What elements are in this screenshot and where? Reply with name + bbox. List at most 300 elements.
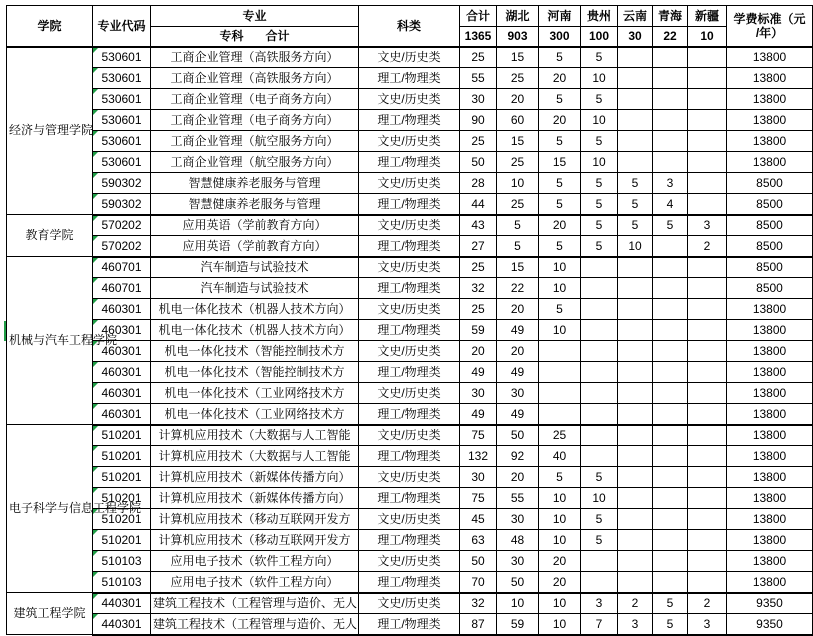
major-code-cell[interactable]: 460301 bbox=[93, 362, 151, 383]
quota-total-cell[interactable]: 30 bbox=[460, 89, 497, 110]
subject-type-cell[interactable]: 理工/物理类 bbox=[359, 194, 460, 215]
quota-henan-cell[interactable]: 10 bbox=[539, 530, 581, 551]
header-tuition[interactable] bbox=[727, 6, 813, 47]
major-code-cell[interactable]: 460301 bbox=[93, 341, 151, 362]
subject-type-cell[interactable]: 文史/历史类 bbox=[359, 425, 460, 446]
quota-guizhou-cell[interactable] bbox=[581, 446, 618, 467]
quota-total-cell[interactable]: 30 bbox=[460, 467, 497, 488]
quota-guizhou-cell[interactable]: 5 bbox=[581, 89, 618, 110]
quota-hubei-cell[interactable]: 60 bbox=[497, 110, 539, 131]
quota-qinghai-cell[interactable] bbox=[653, 572, 688, 593]
quota-total-cell[interactable]: 87 bbox=[460, 614, 497, 635]
tuition-cell[interactable]: 8500 bbox=[727, 194, 813, 215]
header-major-code[interactable]: 专业代码 bbox=[93, 6, 151, 47]
quota-qinghai-cell[interactable] bbox=[653, 131, 688, 152]
quota-yunnan-cell[interactable] bbox=[618, 257, 653, 278]
tuition-cell[interactable]: 13800 bbox=[727, 110, 813, 131]
subject-type-cell[interactable]: 理工/物理类 bbox=[359, 278, 460, 299]
subject-type-cell[interactable]: 理工/物理类 bbox=[359, 572, 460, 593]
major-code-cell[interactable]: 530601 bbox=[93, 89, 151, 110]
quota-yunnan-cell[interactable] bbox=[618, 425, 653, 446]
quota-qinghai-cell[interactable] bbox=[653, 362, 688, 383]
college-cell[interactable]: 教育学院 bbox=[7, 215, 93, 257]
tuition-cell[interactable]: 13800 bbox=[727, 509, 813, 530]
major-code-cell[interactable]: 510201 bbox=[93, 488, 151, 509]
subject-type-cell[interactable]: 理工/物理类 bbox=[359, 488, 460, 509]
quota-guizhou-cell[interactable] bbox=[581, 404, 618, 425]
major-code-cell[interactable]: 510201 bbox=[93, 446, 151, 467]
major-code-cell[interactable]: 530601 bbox=[93, 152, 151, 173]
quota-qinghai-cell[interactable] bbox=[653, 509, 688, 530]
quota-hubei-cell[interactable]: 25 bbox=[497, 152, 539, 173]
quota-qinghai-cell[interactable] bbox=[653, 530, 688, 551]
quota-yunnan-cell[interactable] bbox=[618, 341, 653, 362]
major-name-cell[interactable]: 计算机应用技术（大数据与人工智能 bbox=[151, 425, 359, 446]
header-sum-henan[interactable]: 300 bbox=[539, 27, 581, 47]
quota-qinghai-cell[interactable] bbox=[653, 278, 688, 299]
quota-xinjiang-cell[interactable] bbox=[688, 572, 727, 593]
subject-type-cell[interactable]: 理工/物理类 bbox=[359, 110, 460, 131]
quota-henan-cell[interactable]: 15 bbox=[539, 152, 581, 173]
major-code-cell[interactable]: 530601 bbox=[93, 68, 151, 89]
quota-hubei-cell[interactable]: 20 bbox=[497, 341, 539, 362]
quota-xinjiang-cell[interactable] bbox=[688, 299, 727, 320]
quota-hubei-cell[interactable]: 25 bbox=[497, 68, 539, 89]
quota-yunnan-cell[interactable] bbox=[618, 299, 653, 320]
tuition-cell[interactable]: 13800 bbox=[727, 362, 813, 383]
major-name-cell[interactable]: 机电一体化技术（工业网络技术方 bbox=[151, 383, 359, 404]
header-major[interactable]: 专业 bbox=[151, 6, 359, 27]
quota-guizhou-cell[interactable] bbox=[581, 299, 618, 320]
quota-henan-cell[interactable]: 10 bbox=[539, 509, 581, 530]
tuition-cell[interactable]: 8500 bbox=[727, 215, 813, 236]
quota-xinjiang-cell[interactable] bbox=[688, 341, 727, 362]
major-name-cell[interactable]: 计算机应用技术（大数据与人工智能 bbox=[151, 446, 359, 467]
quota-guizhou-cell[interactable]: 10 bbox=[581, 68, 618, 89]
major-name-cell[interactable]: 智慧健康养老服务与管理 bbox=[151, 173, 359, 194]
quota-total-cell[interactable]: 75 bbox=[460, 425, 497, 446]
tuition-cell[interactable]: 13800 bbox=[727, 131, 813, 152]
quota-henan-cell[interactable] bbox=[539, 362, 581, 383]
subject-type-cell[interactable]: 理工/物理类 bbox=[359, 446, 460, 467]
quota-henan-cell[interactable]: 10 bbox=[539, 488, 581, 509]
quota-total-cell[interactable]: 44 bbox=[460, 194, 497, 215]
quota-yunnan-cell[interactable]: 5 bbox=[618, 215, 653, 236]
quota-xinjiang-cell[interactable] bbox=[688, 530, 727, 551]
tuition-cell[interactable]: 13800 bbox=[727, 341, 813, 362]
quota-guizhou-cell[interactable] bbox=[581, 551, 618, 572]
quota-yunnan-cell[interactable] bbox=[618, 47, 653, 68]
quota-total-cell[interactable]: 49 bbox=[460, 404, 497, 425]
quota-hubei-cell[interactable]: 49 bbox=[497, 362, 539, 383]
quota-henan-cell[interactable]: 25 bbox=[539, 425, 581, 446]
quota-xinjiang-cell[interactable] bbox=[688, 551, 727, 572]
quota-guizhou-cell[interactable] bbox=[581, 278, 618, 299]
header-subject-type[interactable]: 科类 bbox=[359, 6, 460, 47]
tuition-cell[interactable]: 8500 bbox=[727, 257, 813, 278]
quota-henan-cell[interactable]: 5 bbox=[539, 236, 581, 257]
major-code-cell[interactable]: 590302 bbox=[93, 173, 151, 194]
quota-total-cell[interactable]: 30 bbox=[460, 383, 497, 404]
major-code-cell[interactable]: 510201 bbox=[93, 530, 151, 551]
tuition-cell[interactable]: 13800 bbox=[727, 152, 813, 173]
quota-yunnan-cell[interactable] bbox=[618, 488, 653, 509]
quota-guizhou-cell[interactable]: 5 bbox=[581, 173, 618, 194]
header-province-yunnan[interactable]: 云南 bbox=[618, 6, 653, 27]
major-name-cell[interactable]: 工商企业管理（航空服务方向） bbox=[151, 131, 359, 152]
college-cell[interactable]: 建筑工程学院 bbox=[7, 593, 93, 635]
quota-total-cell[interactable]: 32 bbox=[460, 278, 497, 299]
subject-type-cell[interactable]: 理工/物理类 bbox=[359, 152, 460, 173]
quota-hubei-cell[interactable]: 50 bbox=[497, 572, 539, 593]
quota-guizhou-cell[interactable] bbox=[581, 341, 618, 362]
subject-type-cell[interactable]: 文史/历史类 bbox=[359, 47, 460, 68]
quota-hubei-cell[interactable]: 30 bbox=[497, 509, 539, 530]
header-major-sub[interactable] bbox=[151, 27, 359, 47]
quota-qinghai-cell[interactable] bbox=[653, 551, 688, 572]
college-cell[interactable]: 经济与管理学院 bbox=[7, 47, 93, 215]
major-code-cell[interactable]: 510201 bbox=[93, 467, 151, 488]
quota-guizhou-cell[interactable] bbox=[581, 320, 618, 341]
quota-guizhou-cell[interactable] bbox=[581, 362, 618, 383]
quota-guizhou-cell[interactable]: 5 bbox=[581, 530, 618, 551]
quota-yunnan-cell[interactable] bbox=[618, 530, 653, 551]
quota-henan-cell[interactable]: 20 bbox=[539, 110, 581, 131]
college-cell[interactable]: 电子科学与信息工程学院 bbox=[7, 425, 93, 593]
subject-type-cell[interactable]: 理工/物理类 bbox=[359, 614, 460, 635]
tuition-cell[interactable]: 8500 bbox=[727, 173, 813, 194]
quota-xinjiang-cell[interactable] bbox=[688, 131, 727, 152]
quota-guizhou-cell[interactable] bbox=[581, 383, 618, 404]
quota-qinghai-cell[interactable] bbox=[653, 152, 688, 173]
major-name-cell[interactable]: 机电一体化技术（机器人技术方向） bbox=[151, 299, 359, 320]
quota-henan-cell[interactable] bbox=[539, 383, 581, 404]
subject-type-cell[interactable]: 文史/历史类 bbox=[359, 383, 460, 404]
header-college[interactable]: 学院 bbox=[7, 6, 93, 47]
quota-total-cell[interactable]: 27 bbox=[460, 236, 497, 257]
quota-xinjiang-cell[interactable] bbox=[688, 89, 727, 110]
quota-xinjiang-cell[interactable] bbox=[688, 278, 727, 299]
major-name-cell[interactable]: 机电一体化技术（机器人技术方向） bbox=[151, 320, 359, 341]
header-province-qinghai[interactable]: 青海 bbox=[653, 6, 688, 27]
header-sum-guizhou[interactable]: 100 bbox=[581, 27, 618, 47]
tuition-cell[interactable]: 8500 bbox=[727, 236, 813, 257]
quota-yunnan-cell[interactable] bbox=[618, 152, 653, 173]
quota-qinghai-cell[interactable] bbox=[653, 383, 688, 404]
major-code-cell[interactable]: 460701 bbox=[93, 257, 151, 278]
quota-xinjiang-cell[interactable] bbox=[688, 362, 727, 383]
quota-guizhou-cell[interactable]: 5 bbox=[581, 47, 618, 68]
quota-henan-cell[interactable]: 20 bbox=[539, 551, 581, 572]
quota-hubei-cell[interactable]: 22 bbox=[497, 278, 539, 299]
major-name-cell[interactable]: 机电一体化技术（工业网络技术方 bbox=[151, 404, 359, 425]
major-name-cell[interactable]: 工商企业管理（电子商务方向） bbox=[151, 89, 359, 110]
quota-qinghai-cell[interactable] bbox=[653, 404, 688, 425]
quota-hubei-cell[interactable]: 48 bbox=[497, 530, 539, 551]
quota-total-cell[interactable]: 55 bbox=[460, 68, 497, 89]
major-name-cell[interactable]: 汽车制造与试验技术 bbox=[151, 257, 359, 278]
quota-qinghai-cell[interactable] bbox=[653, 257, 688, 278]
quota-hubei-cell[interactable]: 30 bbox=[497, 551, 539, 572]
quota-henan-cell[interactable]: 40 bbox=[539, 446, 581, 467]
major-name-cell[interactable]: 工商企业管理（高铁服务方向） bbox=[151, 68, 359, 89]
quota-guizhou-cell[interactable]: 5 bbox=[581, 131, 618, 152]
quota-xinjiang-cell[interactable] bbox=[688, 320, 727, 341]
quota-xinjiang-cell[interactable] bbox=[688, 257, 727, 278]
quota-total-cell[interactable]: 49 bbox=[460, 362, 497, 383]
quota-guizhou-cell[interactable] bbox=[581, 572, 618, 593]
major-code-cell[interactable]: 510103 bbox=[93, 572, 151, 593]
quota-qinghai-cell[interactable] bbox=[653, 236, 688, 257]
quota-hubei-cell[interactable]: 15 bbox=[497, 257, 539, 278]
quota-henan-cell[interactable]: 10 bbox=[539, 257, 581, 278]
quota-yunnan-cell[interactable] bbox=[618, 446, 653, 467]
tuition-cell[interactable]: 13800 bbox=[727, 551, 813, 572]
tuition-cell[interactable]: 13800 bbox=[727, 68, 813, 89]
quota-xinjiang-cell[interactable]: 3 bbox=[688, 614, 727, 635]
quota-hubei-cell[interactable]: 50 bbox=[497, 425, 539, 446]
major-name-cell[interactable]: 工商企业管理（电子商务方向） bbox=[151, 110, 359, 131]
header-province-hubei[interactable]: 湖北 bbox=[497, 6, 539, 27]
quota-hubei-cell[interactable]: 92 bbox=[497, 446, 539, 467]
quota-henan-cell[interactable] bbox=[539, 341, 581, 362]
quota-hubei-cell[interactable]: 59 bbox=[497, 614, 539, 635]
subject-type-cell[interactable]: 文史/历史类 bbox=[359, 341, 460, 362]
tuition-cell[interactable]: 13800 bbox=[727, 299, 813, 320]
major-name-cell[interactable]: 智慧健康养老服务与管理 bbox=[151, 194, 359, 215]
header-province-total[interactable]: 合计 bbox=[460, 6, 497, 27]
quota-yunnan-cell[interactable] bbox=[618, 131, 653, 152]
quota-hubei-cell[interactable]: 5 bbox=[497, 215, 539, 236]
quota-xinjiang-cell[interactable] bbox=[688, 446, 727, 467]
quota-guizhou-cell[interactable]: 10 bbox=[581, 488, 618, 509]
quota-henan-cell[interactable]: 5 bbox=[539, 299, 581, 320]
subject-type-cell[interactable]: 理工/物理类 bbox=[359, 236, 460, 257]
quota-guizhou-cell[interactable] bbox=[581, 425, 618, 446]
major-code-cell[interactable]: 460301 bbox=[93, 320, 151, 341]
quota-hubei-cell[interactable]: 30 bbox=[497, 383, 539, 404]
major-name-cell[interactable]: 建筑工程技术（工程管理与造价、无人 bbox=[151, 593, 359, 614]
subject-type-cell[interactable]: 文史/历史类 bbox=[359, 131, 460, 152]
major-code-cell[interactable]: 590302 bbox=[93, 194, 151, 215]
quota-xinjiang-cell[interactable]: 2 bbox=[688, 593, 727, 614]
subject-type-cell[interactable]: 文史/历史类 bbox=[359, 551, 460, 572]
quota-total-cell[interactable]: 50 bbox=[460, 551, 497, 572]
quota-henan-cell[interactable] bbox=[539, 404, 581, 425]
quota-guizhou-cell[interactable]: 5 bbox=[581, 194, 618, 215]
quota-yunnan-cell[interactable]: 5 bbox=[618, 194, 653, 215]
tuition-cell[interactable]: 13800 bbox=[727, 89, 813, 110]
quota-guizhou-cell[interactable]: 5 bbox=[581, 467, 618, 488]
quota-total-cell[interactable]: 20 bbox=[460, 341, 497, 362]
tuition-cell[interactable]: 8500 bbox=[727, 278, 813, 299]
quota-henan-cell[interactable]: 5 bbox=[539, 194, 581, 215]
header-province-xinjiang[interactable]: 新疆 bbox=[688, 6, 727, 27]
major-code-cell[interactable]: 510103 bbox=[93, 551, 151, 572]
major-code-cell[interactable]: 460301 bbox=[93, 383, 151, 404]
header-sum-total[interactable]: 1365 bbox=[460, 27, 497, 47]
major-name-cell[interactable]: 应用电子技术（软件工程方向） bbox=[151, 551, 359, 572]
college-cell[interactable]: 机械与汽车工程学院 bbox=[7, 257, 93, 425]
subject-type-cell[interactable]: 理工/物理类 bbox=[359, 68, 460, 89]
quota-yunnan-cell[interactable]: 5 bbox=[618, 173, 653, 194]
quota-yunnan-cell[interactable]: 2 bbox=[618, 593, 653, 614]
header-province-henan[interactable]: 河南 bbox=[539, 6, 581, 27]
quota-yunnan-cell[interactable] bbox=[618, 320, 653, 341]
major-name-cell[interactable]: 应用电子技术（软件工程方向） bbox=[151, 572, 359, 593]
quota-hubei-cell[interactable]: 10 bbox=[497, 593, 539, 614]
major-name-cell[interactable]: 计算机应用技术（新媒体传播方向） bbox=[151, 467, 359, 488]
quota-qinghai-cell[interactable] bbox=[653, 47, 688, 68]
quota-henan-cell[interactable]: 20 bbox=[539, 215, 581, 236]
quota-xinjiang-cell[interactable] bbox=[688, 509, 727, 530]
quota-henan-cell[interactable]: 5 bbox=[539, 47, 581, 68]
quota-total-cell[interactable]: 32 bbox=[460, 593, 497, 614]
quota-total-cell[interactable]: 25 bbox=[460, 131, 497, 152]
quota-henan-cell[interactable]: 5 bbox=[539, 89, 581, 110]
major-code-cell[interactable]: 440301 bbox=[93, 593, 151, 614]
quota-hubei-cell[interactable]: 10 bbox=[497, 173, 539, 194]
subject-type-cell[interactable]: 文史/历史类 bbox=[359, 467, 460, 488]
quota-xinjiang-cell[interactable] bbox=[688, 425, 727, 446]
quota-hubei-cell[interactable]: 20 bbox=[497, 299, 539, 320]
quota-guizhou-cell[interactable]: 5 bbox=[581, 236, 618, 257]
quota-henan-cell[interactable]: 10 bbox=[539, 593, 581, 614]
subject-type-cell[interactable]: 文史/历史类 bbox=[359, 509, 460, 530]
quota-yunnan-cell[interactable] bbox=[618, 551, 653, 572]
quota-henan-cell[interactable]: 10 bbox=[539, 614, 581, 635]
quota-henan-cell[interactable]: 10 bbox=[539, 320, 581, 341]
major-name-cell[interactable]: 应用英语（学前教育方向） bbox=[151, 215, 359, 236]
quota-xinjiang-cell[interactable]: 2 bbox=[688, 236, 727, 257]
major-code-cell[interactable]: 510201 bbox=[93, 425, 151, 446]
quota-total-cell[interactable]: 25 bbox=[460, 299, 497, 320]
quota-total-cell[interactable]: 75 bbox=[460, 488, 497, 509]
major-code-cell[interactable]: 440301 bbox=[93, 614, 151, 635]
tuition-cell[interactable]: 13800 bbox=[727, 530, 813, 551]
major-name-cell[interactable]: 计算机应用技术（新媒体传播方向） bbox=[151, 488, 359, 509]
quota-total-cell[interactable]: 90 bbox=[460, 110, 497, 131]
quota-hubei-cell[interactable]: 15 bbox=[497, 47, 539, 68]
subject-type-cell[interactable]: 文史/历史类 bbox=[359, 257, 460, 278]
quota-xinjiang-cell[interactable]: 3 bbox=[688, 215, 727, 236]
quota-hubei-cell[interactable]: 55 bbox=[497, 488, 539, 509]
quota-yunnan-cell[interactable] bbox=[618, 362, 653, 383]
quota-yunnan-cell[interactable] bbox=[618, 89, 653, 110]
quota-yunnan-cell[interactable] bbox=[618, 110, 653, 131]
major-name-cell[interactable]: 工商企业管理（航空服务方向） bbox=[151, 152, 359, 173]
quota-xinjiang-cell[interactable] bbox=[688, 488, 727, 509]
quota-yunnan-cell[interactable] bbox=[618, 572, 653, 593]
subject-type-cell[interactable]: 理工/物理类 bbox=[359, 362, 460, 383]
quota-guizhou-cell[interactable]: 7 bbox=[581, 614, 618, 635]
quota-hubei-cell[interactable]: 5 bbox=[497, 236, 539, 257]
quota-total-cell[interactable]: 59 bbox=[460, 320, 497, 341]
quota-qinghai-cell[interactable] bbox=[653, 425, 688, 446]
major-code-cell[interactable]: 460301 bbox=[93, 404, 151, 425]
quota-total-cell[interactable]: 50 bbox=[460, 152, 497, 173]
tuition-cell[interactable]: 13800 bbox=[727, 446, 813, 467]
quota-xinjiang-cell[interactable] bbox=[688, 383, 727, 404]
tuition-cell[interactable]: 13800 bbox=[727, 467, 813, 488]
major-name-cell[interactable]: 应用英语（学前教育方向） bbox=[151, 236, 359, 257]
quota-henan-cell[interactable]: 20 bbox=[539, 572, 581, 593]
tuition-cell[interactable]: 13800 bbox=[727, 572, 813, 593]
quota-qinghai-cell[interactable] bbox=[653, 89, 688, 110]
major-name-cell[interactable]: 建筑工程技术（工程管理与造价、无人 bbox=[151, 614, 359, 635]
major-name-cell[interactable]: 汽车制造与试验技术 bbox=[151, 278, 359, 299]
quota-guizhou-cell[interactable]: 10 bbox=[581, 110, 618, 131]
tuition-cell[interactable]: 9350 bbox=[727, 593, 813, 614]
major-code-cell[interactable]: 510201 bbox=[93, 509, 151, 530]
quota-qinghai-cell[interactable] bbox=[653, 110, 688, 131]
quota-xinjiang-cell[interactable] bbox=[688, 110, 727, 131]
major-name-cell[interactable]: 计算机应用技术（移动互联网开发方 bbox=[151, 509, 359, 530]
quota-guizhou-cell[interactable]: 5 bbox=[581, 509, 618, 530]
major-code-cell[interactable]: 460701 bbox=[93, 278, 151, 299]
major-name-cell[interactable]: 计算机应用技术（移动互联网开发方 bbox=[151, 530, 359, 551]
quota-total-cell[interactable]: 70 bbox=[460, 572, 497, 593]
quota-guizhou-cell[interactable]: 10 bbox=[581, 152, 618, 173]
quota-xinjiang-cell[interactable] bbox=[688, 173, 727, 194]
major-name-cell[interactable]: 机电一体化技术（智能控制技术方 bbox=[151, 362, 359, 383]
quota-yunnan-cell[interactable] bbox=[618, 467, 653, 488]
major-code-cell[interactable]: 530601 bbox=[93, 47, 151, 68]
quota-total-cell[interactable]: 63 bbox=[460, 530, 497, 551]
quota-henan-cell[interactable]: 5 bbox=[539, 467, 581, 488]
quota-xinjiang-cell[interactable] bbox=[688, 404, 727, 425]
quota-hubei-cell[interactable]: 49 bbox=[497, 404, 539, 425]
quota-hubei-cell[interactable]: 25 bbox=[497, 194, 539, 215]
quota-qinghai-cell[interactable] bbox=[653, 299, 688, 320]
quota-xinjiang-cell[interactable] bbox=[688, 194, 727, 215]
tuition-cell[interactable]: 13800 bbox=[727, 320, 813, 341]
tuition-cell[interactable]: 13800 bbox=[727, 488, 813, 509]
subject-type-cell[interactable]: 文史/历史类 bbox=[359, 89, 460, 110]
quota-henan-cell[interactable]: 5 bbox=[539, 131, 581, 152]
quota-yunnan-cell[interactable] bbox=[618, 68, 653, 89]
quota-guizhou-cell[interactable] bbox=[581, 257, 618, 278]
major-code-cell[interactable]: 570202 bbox=[93, 215, 151, 236]
quota-yunnan-cell[interactable] bbox=[618, 509, 653, 530]
header-province-guizhou[interactable]: 贵州 bbox=[581, 6, 618, 27]
quota-qinghai-cell[interactable] bbox=[653, 320, 688, 341]
subject-type-cell[interactable]: 文史/历史类 bbox=[359, 173, 460, 194]
tuition-cell[interactable]: 9350 bbox=[727, 614, 813, 635]
tuition-cell[interactable]: 13800 bbox=[727, 383, 813, 404]
header-sum-xinjiang[interactable]: 10 bbox=[688, 27, 727, 47]
major-name-cell[interactable]: 工商企业管理（高铁服务方向） bbox=[151, 47, 359, 68]
subject-type-cell[interactable]: 理工/物理类 bbox=[359, 530, 460, 551]
quota-yunnan-cell[interactable] bbox=[618, 404, 653, 425]
quota-qinghai-cell[interactable] bbox=[653, 341, 688, 362]
quota-henan-cell[interactable]: 10 bbox=[539, 278, 581, 299]
quota-hubei-cell[interactable]: 15 bbox=[497, 131, 539, 152]
quota-hubei-cell[interactable]: 20 bbox=[497, 89, 539, 110]
quota-qinghai-cell[interactable] bbox=[653, 467, 688, 488]
quota-yunnan-cell[interactable]: 3 bbox=[618, 614, 653, 635]
quota-henan-cell[interactable]: 20 bbox=[539, 68, 581, 89]
quota-xinjiang-cell[interactable] bbox=[688, 47, 727, 68]
quota-qinghai-cell[interactable] bbox=[653, 68, 688, 89]
quota-qinghai-cell[interactable] bbox=[653, 446, 688, 467]
major-code-cell[interactable]: 530601 bbox=[93, 131, 151, 152]
quota-total-cell[interactable]: 25 bbox=[460, 47, 497, 68]
quota-yunnan-cell[interactable]: 10 bbox=[618, 236, 653, 257]
quota-qinghai-cell[interactable]: 5 bbox=[653, 593, 688, 614]
tuition-cell[interactable]: 13800 bbox=[727, 47, 813, 68]
quota-total-cell[interactable]: 25 bbox=[460, 257, 497, 278]
